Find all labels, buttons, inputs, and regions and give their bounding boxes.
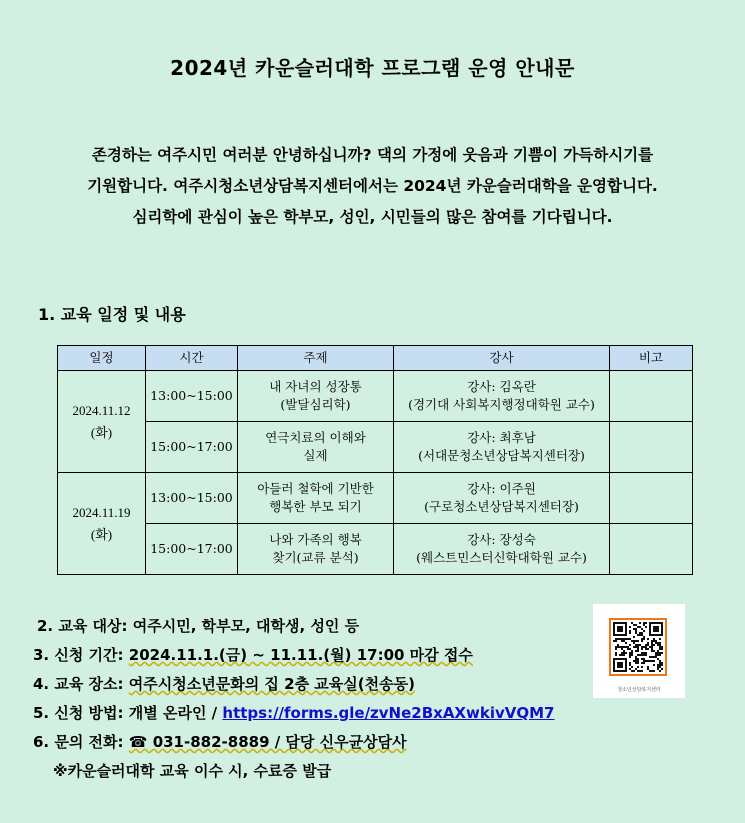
lecturer-name: 강사: 이주원: [467, 481, 536, 496]
page-title: 2024년 카운슬러대학 프로그램 운영 안내문: [170, 56, 575, 80]
topic-line: 연극치료의 이해와: [265, 430, 366, 445]
header-date: 일정: [58, 346, 146, 371]
lecturer-affiliation: (구로청소년상담복지센터장): [424, 499, 579, 514]
intro-line: 심리학에 관심이 높은 학부모, 성인, 시민들의 많은 참여를 기다립니다.: [132, 208, 613, 226]
info-place: [33, 670, 554, 699]
section-heading-schedule: 1. 교육 일정 및 내용: [38, 305, 186, 324]
table-row: [58, 422, 693, 473]
info-value: 개별 온라인 /: [128, 704, 218, 722]
info-note: ※카운슬러대학 교육 이수 시, 수료증 발급: [53, 762, 332, 780]
note-cell: [610, 422, 693, 473]
info-period: [33, 641, 554, 670]
qr-code-box: [593, 604, 685, 698]
table-row: [58, 524, 693, 575]
time-cell: 15:00~17:00: [146, 524, 238, 575]
info-phone: [33, 728, 554, 757]
info-label: 2. 교육 대상:: [37, 617, 128, 635]
info-value: ☎ 031-882-8889 / 담당 신우균상담사: [128, 733, 407, 751]
topic-cell: [238, 473, 394, 524]
date-cell: [58, 371, 146, 473]
topic-line: (발달심리학): [280, 397, 351, 412]
note-cell: [610, 473, 693, 524]
info-label: 5. 신청 방법:: [33, 704, 124, 722]
lecturer-cell: [394, 422, 610, 473]
qr-code-icon: [611, 620, 665, 674]
time-cell: 15:00~17:00: [146, 422, 238, 473]
lecturer-name: 강사: 김옥란: [467, 379, 536, 394]
lecturer-name: 강사: 장성숙: [467, 532, 536, 547]
note-cell: [610, 371, 693, 422]
time-cell: 13:00~15:00: [146, 371, 238, 422]
lecturer-cell: [394, 524, 610, 575]
topic-cell: [238, 371, 394, 422]
qr-frame: [609, 618, 667, 676]
date-text: 2024.11.19: [72, 504, 131, 520]
topic-line: 행복한 부모 되기: [269, 499, 362, 514]
info-value: 여주시민, 학부모, 대학생, 성인 등: [132, 617, 360, 635]
table-row: [58, 371, 693, 422]
topic-cell: [238, 422, 394, 473]
header-time: 시간: [146, 346, 238, 371]
lecturer-cell: [394, 473, 610, 524]
info-label: 4. 교육 장소:: [33, 675, 124, 693]
time-cell: 13:00~15:00: [146, 473, 238, 524]
info-list: [33, 612, 554, 786]
header-note: 비고: [610, 346, 693, 371]
topic-line: 찾기(교류 분석): [272, 550, 359, 565]
intro-line: 존경하는 여주시민 여러분 안녕하십니까? 댁의 가정에 웃음과 기쁨이 가득하시기를: [91, 146, 654, 164]
lecturer-affiliation: (웨스트민스터신학대학원 교수): [416, 550, 587, 565]
table-row: [58, 473, 693, 524]
intro-line: 기원합니다. 여주시청소년상담복지센터에서는 2024년 카운슬러대학을 운영합니다.: [87, 177, 658, 195]
lecturer-name: 강사: 최후남: [467, 430, 536, 445]
info-value: 2024.11.1.(금) ~ 11.11.(월) 17:00 마감 접수: [128, 646, 473, 664]
header-topic: 주제: [238, 346, 394, 371]
info-label: 3. 신청 기간:: [33, 646, 124, 664]
application-form-link[interactable]: https://forms.gle/zvNe2BxAXwkivVQM7: [222, 704, 555, 722]
qr-caption: 청소년상담복지센터: [617, 687, 661, 693]
date-cell: [58, 473, 146, 575]
lecturer-affiliation: (서대문청소년상담복지센터장): [418, 448, 585, 463]
topic-line: 실제: [303, 448, 328, 463]
schedule-table: [57, 345, 693, 575]
info-value: 여주시청소년문화의 집 2층 교육실(천송동): [128, 675, 415, 693]
intro-paragraph: [20, 140, 725, 233]
weekday-text: (화): [90, 526, 113, 542]
header-lecturer: 강사: [394, 346, 610, 371]
note-cell: [610, 524, 693, 575]
info-target: [33, 612, 554, 641]
date-text: 2024.11.12: [72, 402, 131, 418]
topic-line: 아들러 철학에 기반한: [257, 481, 374, 496]
lecturer-affiliation: (경기대 사회복지행정대학원 교수): [408, 397, 595, 412]
topic-cell: [238, 524, 394, 575]
topic-line: 나와 가족의 행복: [269, 532, 362, 547]
topic-line: 내 자녀의 성장통: [269, 379, 362, 394]
lecturer-cell: [394, 371, 610, 422]
info-label: 6. 문의 전화:: [33, 733, 124, 751]
info-method: [33, 699, 554, 728]
weekday-text: (화): [90, 424, 113, 440]
